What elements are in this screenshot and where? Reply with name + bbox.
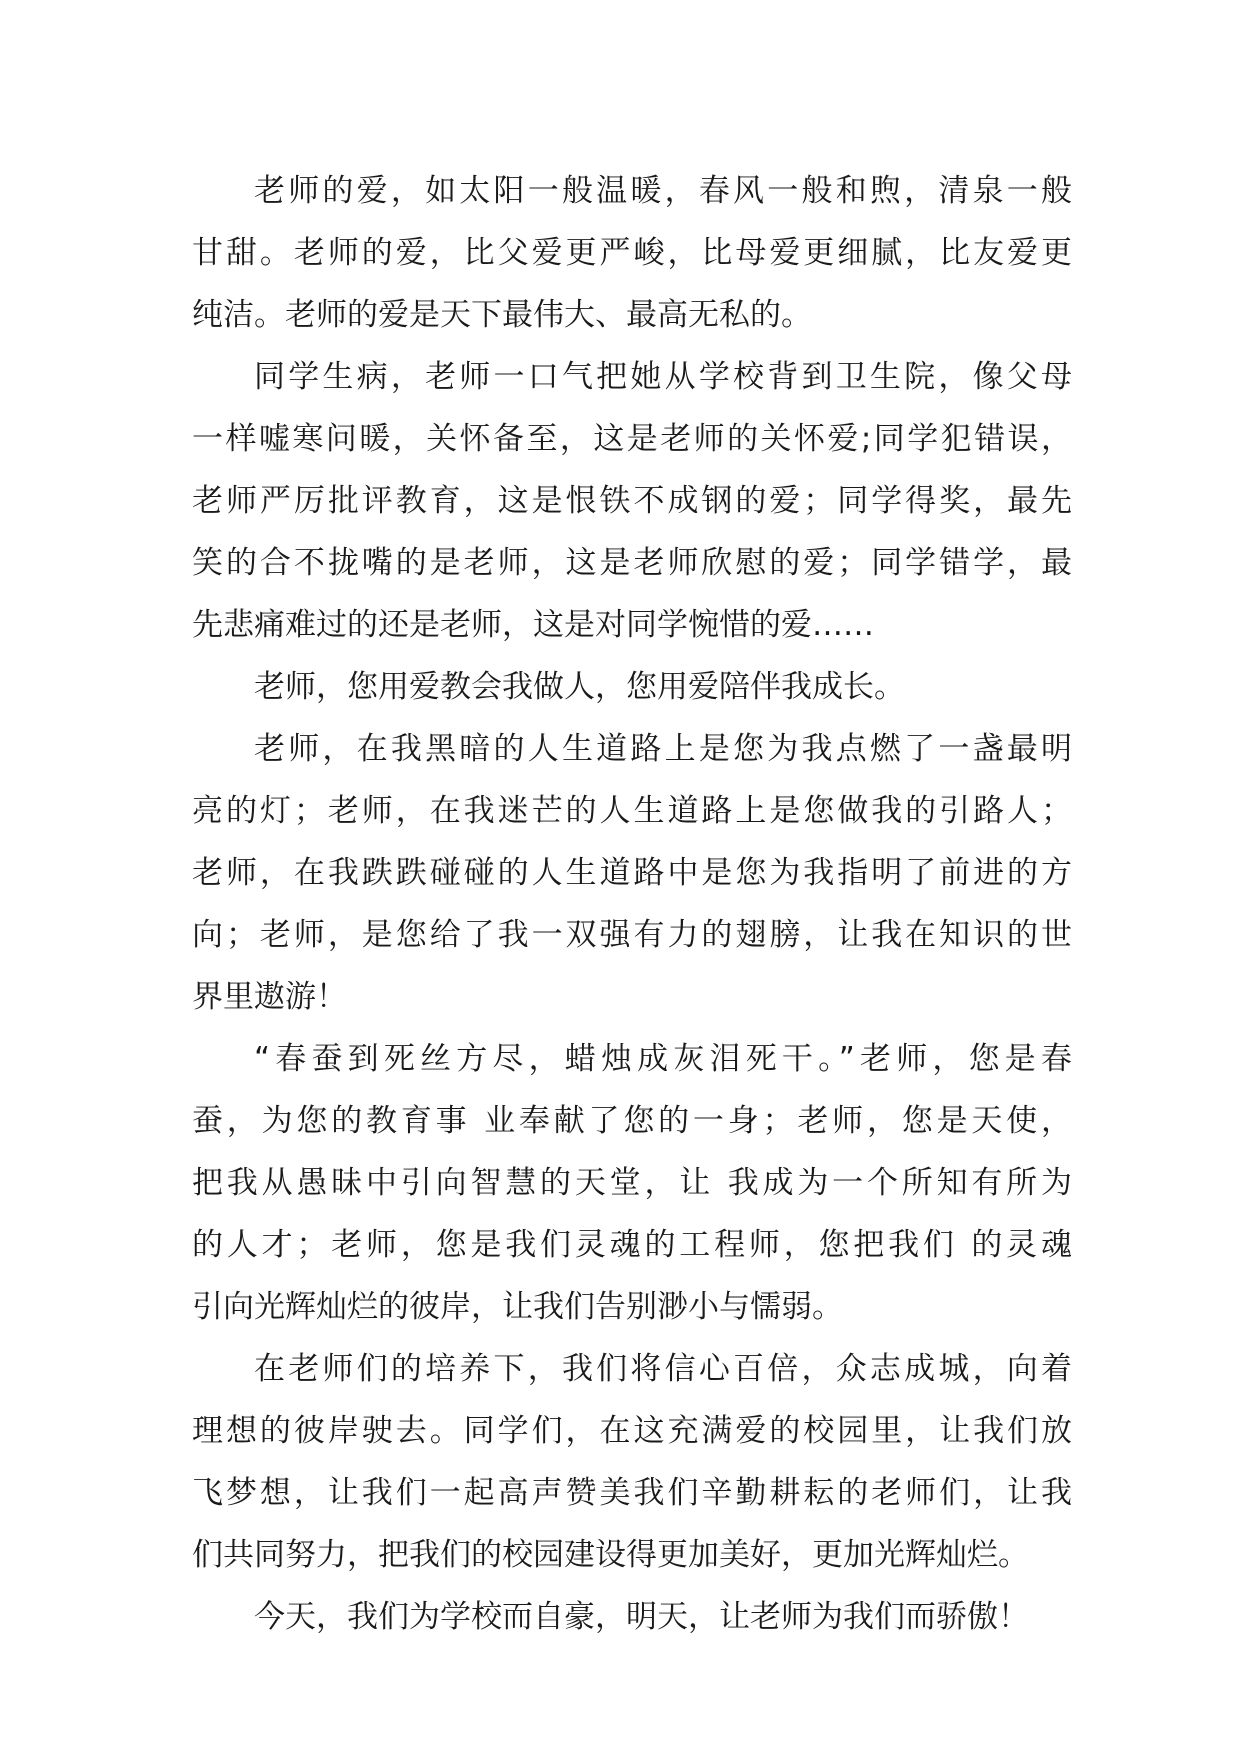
text-line: 蚕，为您的教育事 业奉献了您的一身；老师，您是天使， — [192, 1103, 1072, 1139]
document-body — [192, 160, 1072, 1648]
text-line: 飞梦想，让我们一起高声赞美我们辛勤耕耘的老师们，让我 — [192, 1475, 1072, 1511]
text-line: 纯洁。老师的爱是天下最伟大、最高无私的。 — [192, 297, 812, 333]
text-line: 老师，在我黑暗的人生道路上是您为我点燃了一盏最明 — [254, 731, 1072, 767]
text-line: 界里遨游！ — [192, 979, 347, 1015]
text-line: 的人才；老师，您是我们灵魂的工程师，您把我们 的灵魂 — [192, 1227, 1072, 1263]
text-line: 今天，我们为学校而自豪，明天，让老师为我们而骄傲！ — [254, 1599, 1029, 1635]
text-line: 笑的合不拢嘴的是老师，这是老师欣慰的爱；同学错学，最 — [192, 545, 1072, 581]
text-line: 把我从愚昧中引向智慧的天堂，让 我成为一个所知有所为 — [192, 1165, 1072, 1201]
text-line: 亮的灯；老师，在我迷芒的人生道路上是您做我的引路人； — [192, 793, 1072, 829]
text-line: 一样嘘寒问暖，关怀备至，这是老师的关怀爱;同学犯错误， — [192, 421, 1072, 457]
text-line: 老师的爱，如太阳一般温暖，春风一般和煦，清泉一般 — [254, 173, 1072, 209]
paragraph-dream — [192, 1338, 1072, 1586]
paragraph-examples — [192, 346, 1072, 656]
text-line: 老师，在我跌跌碰碰的人生道路中是您为我指明了前进的方 — [192, 855, 1072, 891]
paragraph-teach-grow — [192, 656, 1072, 718]
text-line: “春蚕到死丝方尽，蜡烛成灰泪死干。”老师，您是春 — [254, 1041, 1072, 1077]
paragraph-teacher-love — [192, 160, 1072, 346]
text-line: 老师严厉批评教育，这是恨铁不成钢的爱；同学得奖，最先 — [192, 483, 1072, 519]
text-line: 甘甜。老师的爱，比父爱更严峻，比母爱更细腻，比友爱更 — [192, 235, 1072, 271]
paragraph-lamp — [192, 718, 1072, 1028]
text-line: 同学生病，老师一口气把她从学校背到卫生院，像父母 — [254, 359, 1072, 395]
text-line: 理想的彼岸驶去。同学们，在这充满爱的校园里，让我们放 — [192, 1413, 1072, 1449]
text-line: 向；老师，是您给了我一双强有力的翅膀，让我在知识的世 — [192, 917, 1072, 953]
paragraph-silkworm — [192, 1028, 1072, 1338]
text-line: 引向光辉灿烂的彼岸，让我们告别渺小与懦弱。 — [192, 1289, 843, 1325]
text-line: 们共同努力，把我们的校园建设得更加美好，更加光辉灿烂。 — [192, 1537, 1029, 1573]
text-line: 在老师们的培养下，我们将信心百倍，众志成城，向着 — [254, 1351, 1072, 1387]
paragraph-closing — [192, 1586, 1072, 1648]
text-line: 老师，您用爱教会我做人，您用爱陪伴我成长。 — [254, 669, 905, 705]
text-line: 先悲痛难过的还是老师，这是对同学惋惜的爱…… — [192, 607, 874, 643]
